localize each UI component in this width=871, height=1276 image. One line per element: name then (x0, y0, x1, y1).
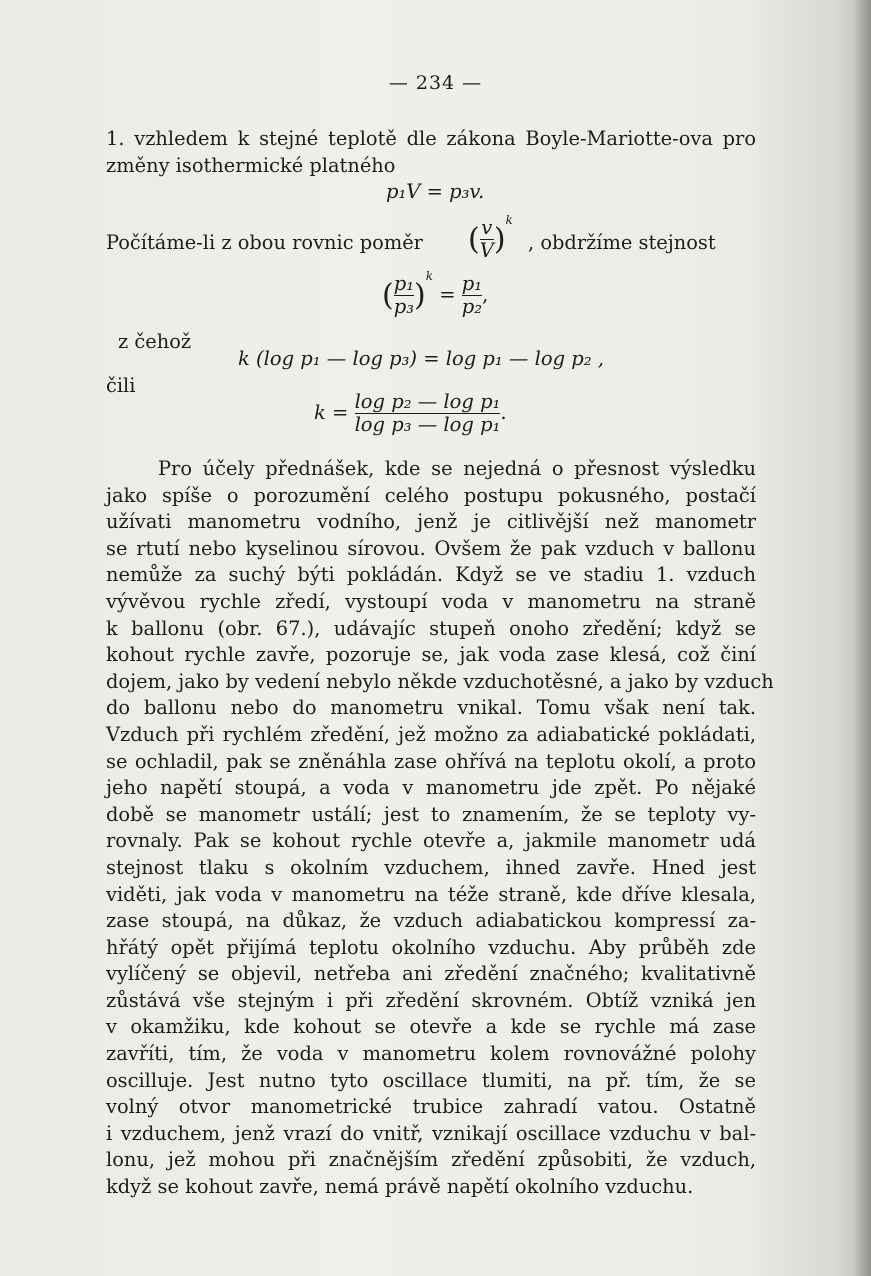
paragraph-line: do ballonu nebo do manometru vnikal. Tomu však není tak. (106, 696, 756, 720)
paragraph-line: zase stoupá, na důkaz, že vzduch adiabatickou kompressí za- (106, 909, 756, 933)
paragraph-line: oscilluje. Jest nutno tyto oscillace tlumiti, na př. tím, že se (106, 1068, 756, 1092)
paragraph-line: vylíčený se objevil, netřeba ani zředění značného; kvalitativně (106, 962, 756, 986)
equation-boyle: p₁V = p₃v. (386, 180, 485, 203)
paragraph-line: době se manometr ustálí; jest to znamením, že se teploty vy- (106, 802, 756, 826)
label-or: čili (106, 374, 136, 397)
paragraph-line: stejnost tlaku s okolním vzduchem, ihned zavře. Hned jest (106, 855, 756, 879)
intro-text (106, 126, 756, 179)
paragraph-line: Pro účely přednášek, kde se nejedná o přesnost výsledku (158, 457, 756, 480)
paragraph-line: se rtutí nebo kyselinou sírovou. Ovšem že pak vzduch v ballonu (106, 536, 756, 560)
eq4-denominator: log p₃ — log p₁ (354, 413, 501, 436)
intro-line: 1. vzhledem k stejné teplotě dle zákona Boyle-Mariotte-ova pro (106, 127, 756, 150)
paragraph-line: nemůže za suchý býti pokládán. Když se ve stadiu 1. vzduch (106, 563, 756, 587)
paragraph-line: Vzduch při rychlém zředění, jež možno za adiabatické pokládati, (106, 722, 756, 746)
paragraph-line: volný otvor manometrické trubice zahradí vatou. Ostatně (106, 1095, 756, 1119)
eq2-trail: , (482, 283, 489, 306)
paragraph-line: když se kohout zavře, nemá právě napětí okolního vzduchu. (106, 1175, 694, 1199)
paragraph-line: jeho napětí stoupá, a voda v manometru jde zpět. Po nějaké (106, 776, 756, 800)
ratio-exponent: k (505, 212, 513, 227)
page-number: — 234 — (388, 72, 483, 94)
paragraph-line: i vzduchem, jenž vrazí do vnitř, vznikají oscillace vzduchu v bal- (106, 1121, 756, 1145)
eq2-exponent: k (425, 268, 434, 283)
eq2-lhs-numerator: p₁ (393, 272, 415, 295)
paragraph-line: vývěvou rychle zředí, vystoupí voda v manometru na straně (106, 589, 756, 613)
main-paragraph (106, 456, 774, 1201)
eq2-rhs-numerator: p₁ (461, 272, 483, 295)
compute-text: Počítáme-li z obou rovnic poměr (106, 231, 423, 254)
eq2-lhs-denominator: p₃ (393, 295, 415, 318)
compute-text-after: , obdržíme stejnost (528, 231, 716, 254)
eq2-rhs-denominator: p₂ (461, 295, 483, 318)
eq4-numerator: log p₂ — log p₁ (354, 390, 501, 413)
paragraph-line: se ochladil, pak se zněnáhla zase ohřívá na teplotu okolí, a proto (106, 749, 756, 773)
paragraph-line: rovnaly. Pak se kohout rychle otevře a, jakmile manometr udá (106, 829, 756, 853)
label-whence: z čehož (118, 330, 192, 353)
page-edge-shadow (853, 0, 871, 1276)
paragraph-line: dojem, jako by vedení nebylo někde vzduchotěsné, a jako by vzduch (106, 669, 774, 693)
ratio-denominator: V (479, 239, 494, 262)
paragraph-line: viděti, jak voda v manometru na téže straně, kde dříve klesala, (106, 882, 756, 906)
eq4-trail: . (500, 401, 507, 424)
paragraph-line: jako spíše o porozumění celého postupu pokusného, postačí (106, 483, 756, 507)
paragraph-line: k ballonu (obr. 67.), udávajíc stupeň onoho zředění; když se (106, 616, 756, 640)
paragraph-line: zavříti, tím, že voda v manometru kolem rovnovážné polohy (106, 1042, 756, 1066)
ratio-numerator: v (481, 216, 493, 239)
paragraph-line: zůstává vše stejným i při zředění skrovném. Obtíž vzniká jen (106, 988, 756, 1012)
equation-ratio: ( $\frac{\text{p₁}}{\text{p₃}}$ )$^k$ = $\frac{\text{p₁}}{\text{p₂}}$ , (382, 268, 489, 318)
intro-line: změny isothermické platného (106, 153, 396, 177)
equation-k (314, 392, 507, 435)
ratio-v-over-V: ( $\frac{v}{V}$ )$^k$ (468, 212, 513, 262)
equation-log-difference: k (log p₁ — log p₃) = log p₁ — log p₂ , (238, 347, 604, 370)
paragraph-line: kohout rychle zavře, pozoruje se, jak voda zase klesá, což činí (106, 643, 756, 667)
paragraph-line: v okamžiku, kde kohout se otevře a kde se rychle má zase (106, 1015, 756, 1039)
paragraph-line: lonu, jež mohou při značnějším zředění způsobiti, že vzduch, (106, 1148, 756, 1172)
paragraph-line: hřátý opět přijímá teplotu okolního vzduchu. Aby průběh zde (106, 935, 756, 959)
paragraph-line: užívati manometru vodního, jenž je citlivější než manometr (106, 510, 756, 534)
eq4-lhs: k = (314, 401, 349, 424)
